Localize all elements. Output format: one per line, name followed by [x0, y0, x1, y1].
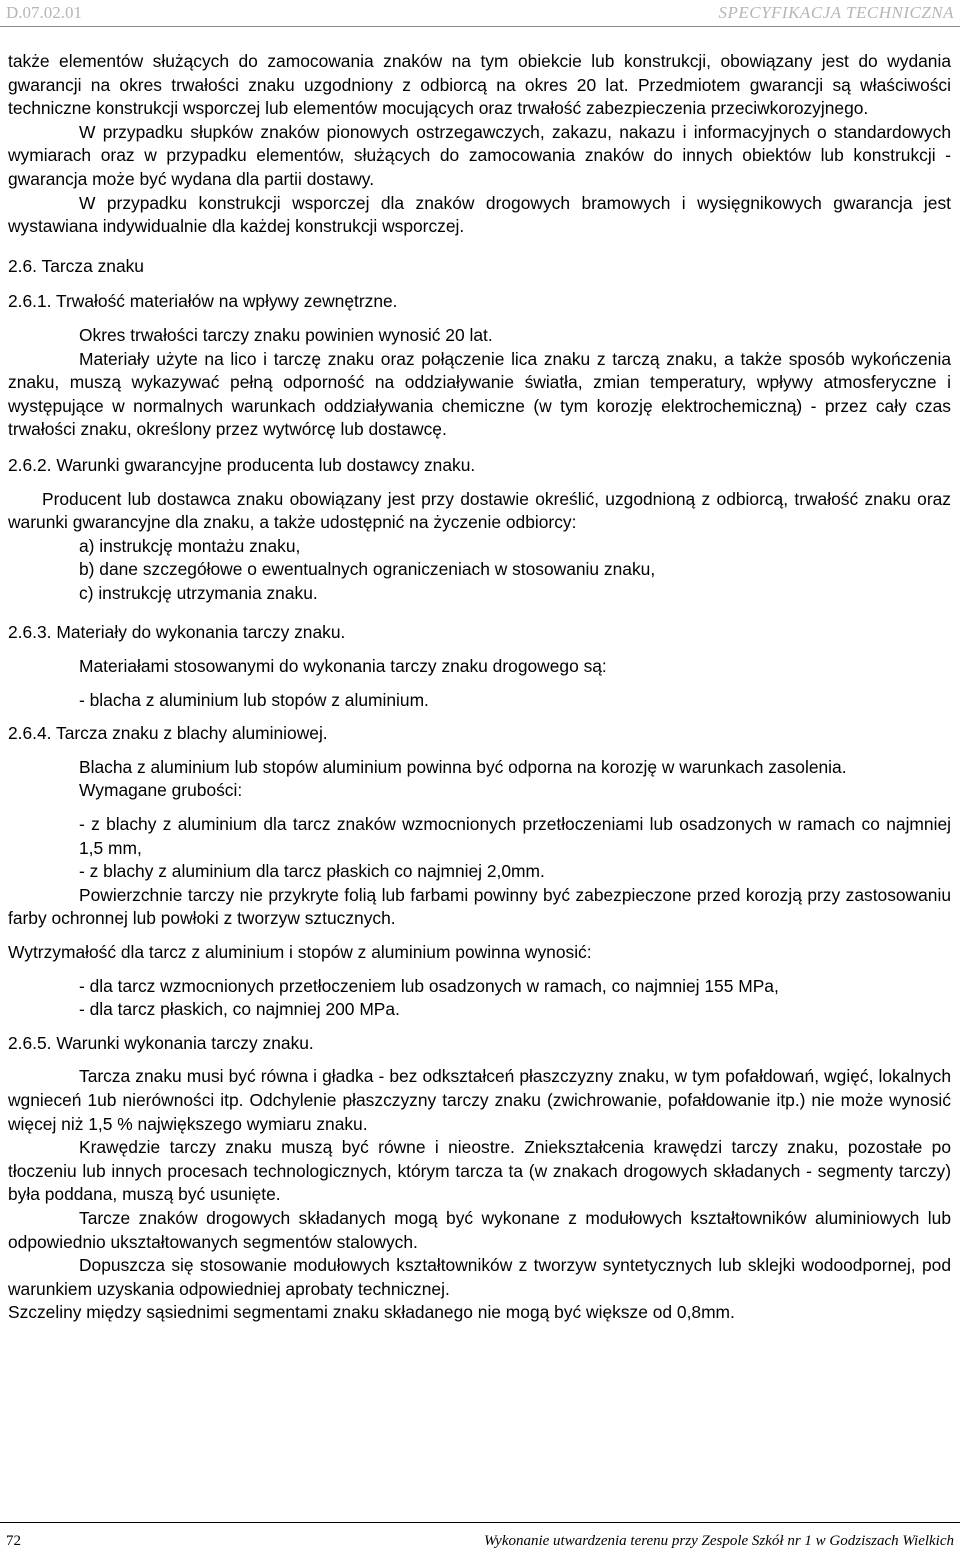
paragraph: Krawędzie tarczy znaku muszą być równe i nieostre. Zniekształcenia krawędzi tarczy znaku, pozostałe po tłoczeniu lub innych procesach technologicznych, którym tarcza ta (w znakach drogowych składanych - segmenty tarczy) była poddana, muszą być usunięte.	[8, 1137, 951, 1205]
paragraph: także elementów służących do zamocowania znaków na tym obiekcie lub konstrukcji, obowiązany jest do wydania gwarancji na okres trwałości znaku uzgodniony z odbiorcą na okres 20 lat. Przedmiotem gwarancji są właściwości techniczne konstrukcji wsporczej lub elementów mocujących oraz trwałość zabezpieczenia przeciwkorozyjnego.	[8, 51, 951, 119]
paragraph: Tarcze znaków drogowych składanych mogą być wykonane z modułowych kształtowników aluminiowych lub odpowiednio ukształtowanych segmentów stalowych.	[8, 1207, 951, 1252]
section-heading: 2.6. Tarcza znaku	[8, 255, 144, 276]
project-name: Wykonanie utwardzenia terenu przy Zespole Szkół nr 1 w Godziszach Wielkich	[484, 1533, 954, 1549]
list-item: - dla tarcz płaskich, co najmniej 200 MPa.	[79, 999, 400, 1020]
list-item: c) instrukcję utrzymania znaku.	[79, 582, 318, 603]
subsection-heading: 2.6.5. Warunki wykonania tarczy znaku.	[8, 1032, 314, 1053]
subsection-heading: 2.6.1. Trwałość materiałów na wpływy zewnętrzne.	[8, 291, 398, 312]
page-footer	[0, 1522, 960, 1553]
list-item: - z blachy z aluminium dla tarcz płaskich co najmniej 2,0mm.	[79, 861, 545, 882]
list-item: b) dane szczegółowe o ewentualnych ograniczeniach w stosowaniu znaku,	[79, 559, 656, 580]
paragraph: W przypadku słupków znaków pionowych ostrzegawczych, zakazu, nakazu i informacyjnych o standardowych wymiarach oraz w przypadku elementów, służących do zamocowania znaków do innych obiektów lub konstrukcji - gwarancja może być wydana dla partii dostawy.	[8, 121, 951, 189]
paragraph: Dopuszcza się stosowanie modułowych kształtowników z tworzyw syntetycznych lub sklejki wodoodpornej, pod warunkiem uzyskania odpowiedniej aprobaty technicznej.	[8, 1255, 951, 1299]
paragraph: Wymagane grubości:	[79, 780, 243, 801]
page-header	[0, 0, 960, 27]
list-item: - dla tarcz wzmocnionych przetłoczeniem lub osadzonych w ramach, co najmniej 155 MPa,	[79, 975, 779, 996]
paragraph: Wytrzymałość dla tarcz z aluminium i stopów z aluminium powinna wynosić:	[8, 942, 592, 962]
subsection-heading: 2.6.2. Warunki gwarancyjne producenta lub dostawcy znaku.	[8, 454, 476, 475]
paragraph: Blacha z aluminium lub stopów aluminium powinna być odporna na korozję w warunkach zasolenia.	[79, 756, 847, 777]
document-body	[8, 50, 951, 1325]
page-number: 72	[6, 1533, 21, 1549]
list-item: - z blachy z aluminium dla tarcz znaków wzmocnionych przetłoczeniami lub osadzonych w ramach co najmniej 1,5 mm,	[79, 814, 951, 858]
paragraph: Producent lub dostawca znaku obowiązany jest przy dostawie określić, uzgodnioną z odbiorcą, trwałość znaku oraz warunki gwarancyjne dla znaku, a także udostępnić na życzenie odbiorcy:	[8, 488, 951, 533]
paragraph: Tarcza znaku musi być równa i gładka - bez odkształceń płaszczyzny znaku, w tym pofałdowań, wgięć, lokalnych wgnieceń 1ub nierówności itp. Odchylenie płaszczyzny tarczy znaku (zwichrowanie, pofałdowanie itp.) nie może wynosić więcej niż 1,5 % największego wymiaru znaku.	[8, 1066, 951, 1134]
paragraph: - blacha z aluminium lub stopów z aluminium.	[79, 689, 429, 710]
paragraph: Szczeliny między sąsiednimi segmentami znaku składanego nie mogą być większe od 0,8mm.	[8, 1302, 735, 1323]
subsection-heading: 2.6.3. Materiały do wykonania tarczy znaku.	[8, 622, 346, 643]
document-code: D.07.02.01	[6, 3, 83, 22]
subsection-heading: 2.6.4. Tarcza znaku z blachy aluminiowej.	[8, 723, 328, 744]
paragraph: Materiały użyte na lico i tarczę znaku oraz połączenie lica znaku z tarczą znaku, a także sposób wykończenia znaku, muszą wykazywać pełną odporność na oddziaływanie światła, zmian temperatury, wpływy atmosferyczne i występujące w normalnych warunkach oddziaływania chemiczne (w tym korozję elektrochemiczną) - przez cały czas trwałości znaku, określony przez wytwórcę lub dostawcę.	[8, 348, 951, 440]
list-item: a) instrukcję montażu znaku,	[79, 535, 301, 556]
paragraph: Okres trwałości tarczy znaku powinien wynosić 20 lat.	[79, 324, 493, 345]
paragraph: Powierzchnie tarczy nie przykryte folią lub farbami powinny być zabezpieczone przed korozją przy zastosowaniu farby ochronnej lub powłoki z tworzyw sztucznych.	[8, 884, 951, 929]
paragraph: Materiałami stosowanymi do wykonania tarczy znaku drogowego są:	[79, 656, 607, 677]
document-title: SPECYFIKACJA TECHNICZNA	[718, 3, 954, 22]
paragraph: W przypadku konstrukcji wsporczej dla znaków drogowych bramowych i wysięgnikowych gwarancja jest wystawiana indywidualnie dla każdej konstrukcji wsporczej.	[8, 192, 951, 237]
